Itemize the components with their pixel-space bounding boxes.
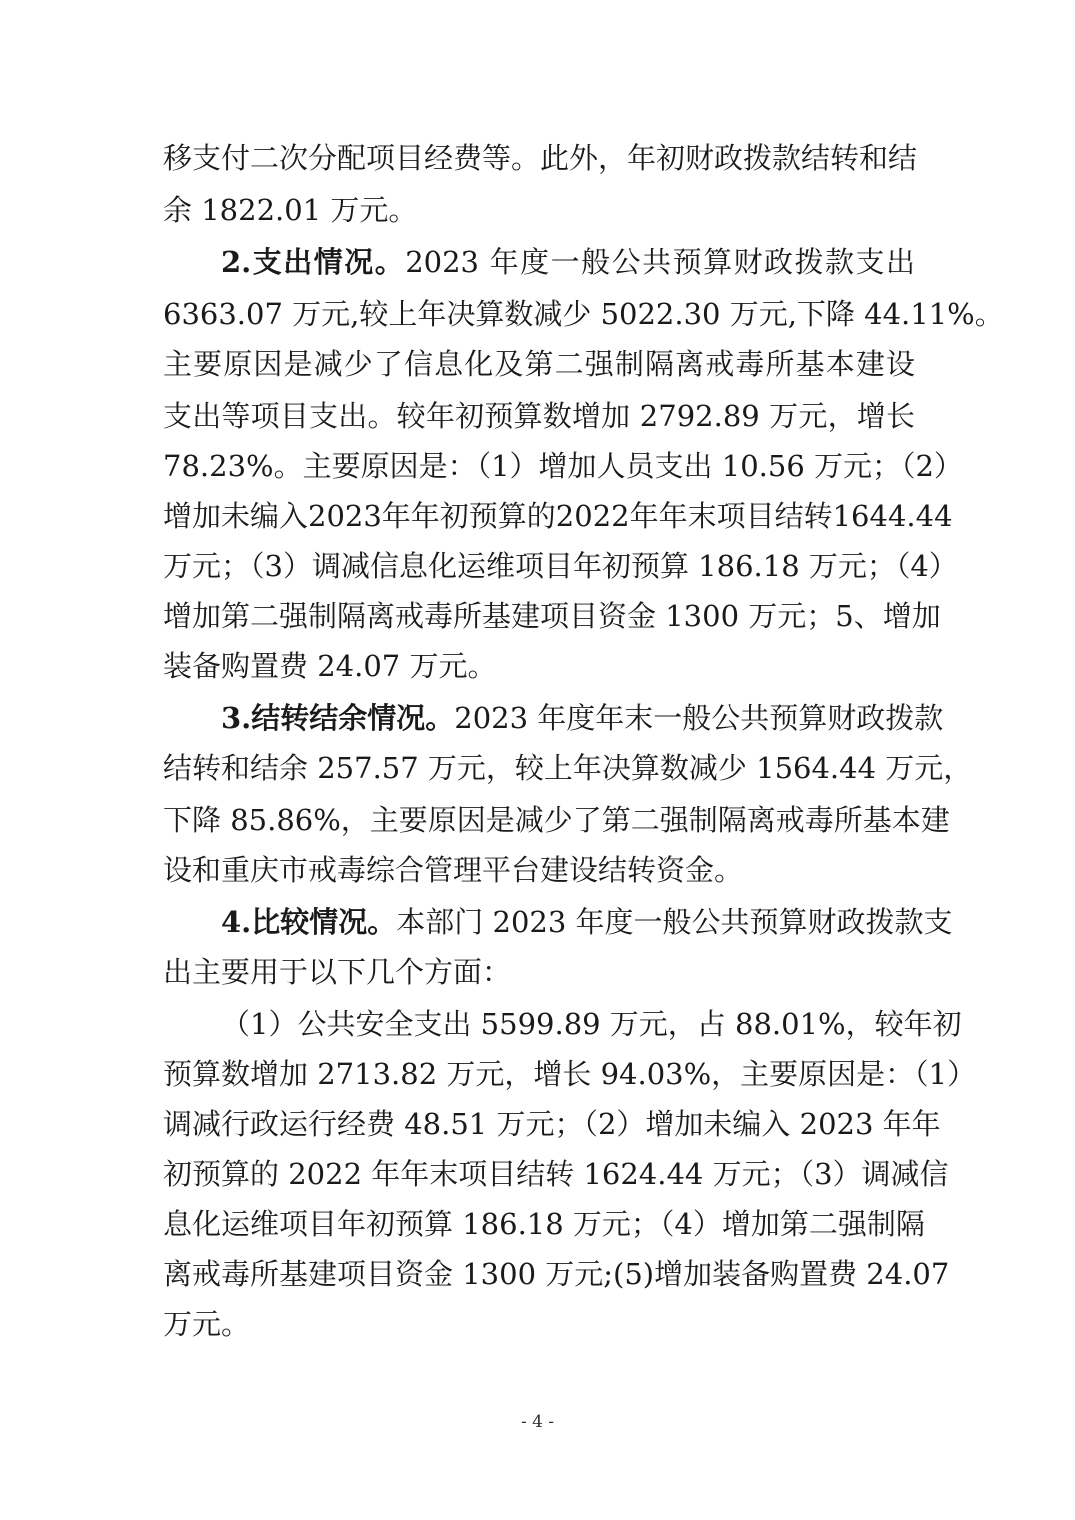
section-heading-comparison: 4.比较情况。	[221, 905, 397, 939]
text-line: 支出等项目支出。较年初预算数增加 2792.89 万元，增长	[163, 399, 915, 433]
text-line: 78.23%。主要原因是：（1）增加人员支出 10.56 万元；（2）	[163, 449, 963, 483]
section-heading-expenditure: 2.支出情况。	[221, 245, 406, 279]
text-line: 增加第二强制隔离戒毒所基建项目资金 1300 万元；5、增加	[163, 599, 941, 633]
section-first-line	[221, 693, 944, 743]
section-text: 2023 年度一般公共预算财政拨款支出	[405, 245, 915, 279]
text-line: 万元；（3）调减信息化运维项目年初预算 186.18 万元；（4）	[163, 549, 958, 583]
text-line: 调减行政运行经费 48.51 万元；（2）增加未编入 2023 年年	[163, 1107, 941, 1141]
text-line: 息化运维项目年初预算 186.18 万元；（4）增加第二强制隔	[163, 1207, 925, 1241]
section-first-line	[221, 237, 915, 287]
text-line: 出主要用于以下几个方面：	[163, 955, 512, 989]
text-line: 下降 85.86%，主要原因是减少了第二强制隔离戒毒所基本建	[163, 803, 950, 837]
text-line: 6363.07 万元,较上年决算数减少 5022.30 万元,下降 44.11%。	[163, 297, 1004, 331]
text-line: 离戒毒所基建项目资金 1300 万元;(5)增加装备购置费 24.07	[163, 1257, 950, 1291]
list-item-first-line: （1）公共安全支出 5599.89 万元，占 88.01%，较年初	[221, 1007, 962, 1041]
text-line: 预算数增加 2713.82 万元，增长 94.03%，主要原因是：（1）	[163, 1057, 977, 1091]
text-line: 初预算的 2022 年年末项目结转 1624.44 万元；（3）调减信	[163, 1157, 949, 1191]
text-line: 主要原因是减少了信息化及第二强制隔离戒毒所基本建设	[163, 347, 915, 381]
section-heading-carryover: 3.结转结余情况。	[221, 701, 455, 735]
text-line: 余 1822.01 万元。	[163, 193, 418, 227]
section-text: 本部门 2023 年度一般公共预算财政拨款支	[396, 905, 953, 939]
text-line: 装备购置费 24.07 万元。	[163, 649, 497, 683]
text-line: 增加未编入2023年年初预算的2022年年末项目结转1644.44	[163, 499, 953, 533]
section-first-line	[221, 897, 953, 947]
text-line: 移支付二次分配项目经费等。此外，年初财政拨款结转和结	[163, 141, 918, 175]
page-number: - 4 -	[520, 1412, 555, 1432]
text-line: 结转和结余 257.57 万元，较上年决算数减少 1564.44 万元，	[163, 751, 973, 785]
section-text: 2023 年度年末一般公共预算财政拨款	[454, 701, 944, 735]
text-line: 万元。	[163, 1307, 251, 1341]
text-line: 设和重庆市戒毒综合管理平台建设结转资金。	[163, 853, 744, 887]
